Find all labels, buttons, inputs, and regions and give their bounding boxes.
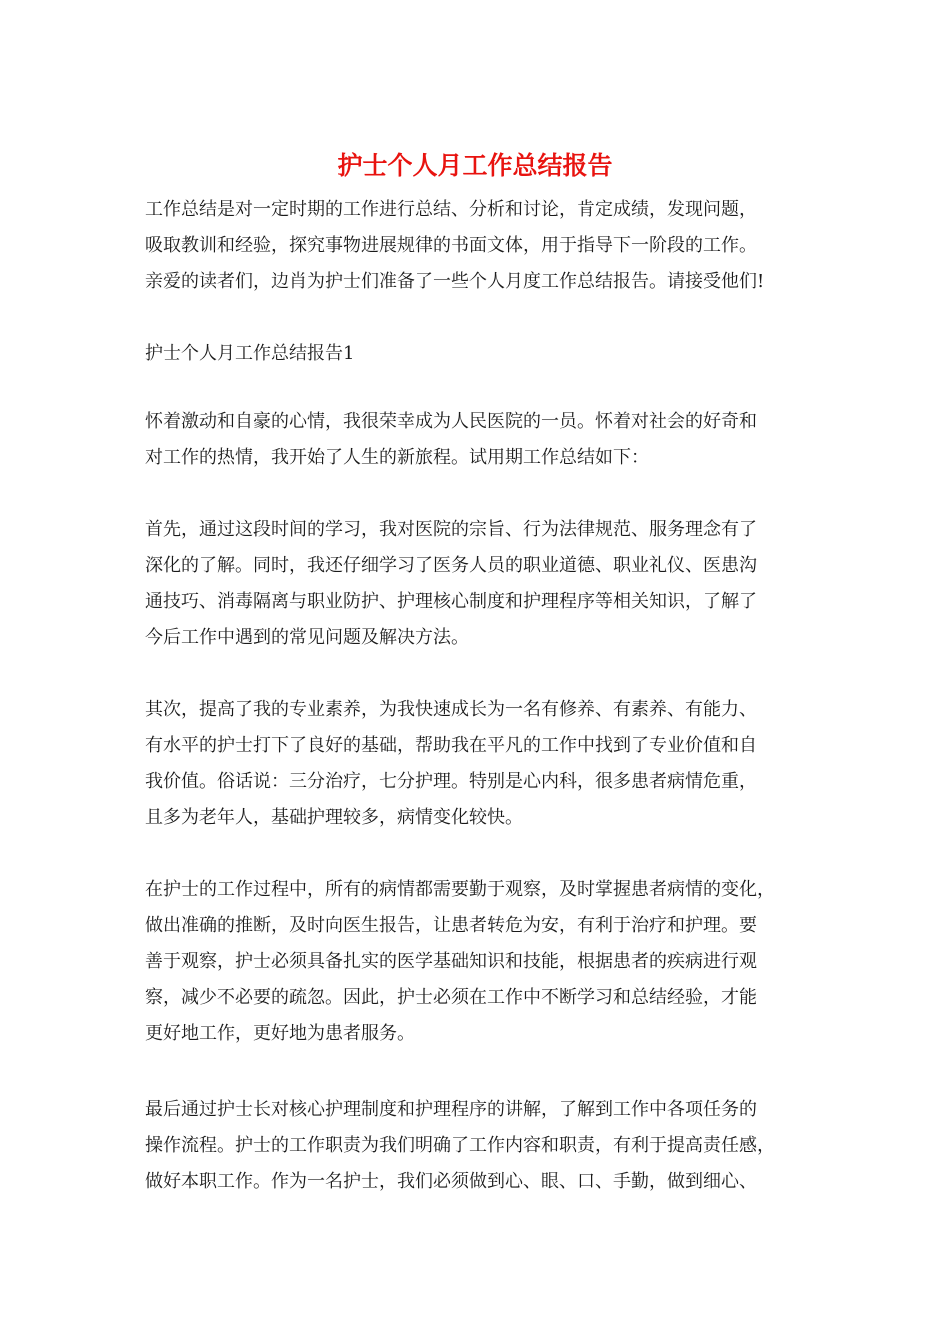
text-line: 且多为老年人，基础护理较多，病情变化较快。	[145, 807, 523, 828]
paragraph-3	[145, 692, 810, 836]
text-line: 有水平的护士打下了良好的基础，帮助我在平凡的工作中找到了专业价值和自	[145, 735, 757, 756]
text-line: 护士个人月工作总结报告1	[145, 343, 355, 364]
text-line: 其次，提高了我的专业素养，为我快速成长为一名有修养、有素养、有能力、	[145, 699, 757, 720]
paragraph-2	[145, 512, 810, 656]
text-line: 做出准确的推断，及时向医生报告，让患者转危为安，有利于治疗和护理。要	[145, 915, 757, 936]
paragraph-4	[145, 872, 810, 1052]
text-line: 首先，通过这段时间的学习，我对医院的宗旨、行为法律规范、服务理念有了	[145, 519, 757, 540]
text-line: 亲爱的读者们，边肖为护士们准备了一些个人月度工作总结报告。请接受他们!	[145, 271, 765, 292]
text-line: 操作流程。护士的工作职责为我们明确了工作内容和职责，有利于提高责任感，	[145, 1135, 775, 1156]
text-line: 怀着激动和自豪的心情，我很荣幸成为人民医院的一员。怀着对社会的好奇和	[145, 411, 757, 432]
text-line: 在护士的工作过程中，所有的病情都需要勤于观察，及时掌握患者病情的变化，	[145, 879, 775, 900]
paragraph-intro	[145, 192, 810, 300]
text-line: 深化的了解。同时，我还仔细学习了医务人员的职业道德、职业礼仪、医患沟	[145, 555, 757, 576]
text-line: 善于观察，护士必须具备扎实的医学基础知识和技能，根据患者的疾病进行观	[145, 951, 757, 972]
text-line: 察，减少不必要的疏忽。因此，护士必须在工作中不断学习和总结经验，才能	[145, 987, 757, 1008]
text-line: 吸取教训和经验，探究事物进展规律的书面文体，用于指导下一阶段的工作。	[145, 235, 757, 256]
paragraph-5	[145, 1092, 810, 1200]
text-line: 做好本职工作。作为一名护士，我们必须做到心、眼、口、手勤，做到细心、	[145, 1171, 757, 1192]
text-line: 更好地工作，更好地为患者服务。	[145, 1023, 415, 1044]
paragraph-1	[145, 404, 810, 476]
document-title: 护士个人月工作总结报告	[337, 151, 613, 180]
section-heading	[145, 336, 810, 372]
text-line: 今后工作中遇到的常见问题及解决方法。	[145, 627, 469, 648]
text-line: 我价值。俗话说：三分治疗，七分护理。特别是心内科，很多患者病情危重，	[145, 771, 757, 792]
text-line: 对工作的热情，我开始了人生的新旅程。试用期工作总结如下：	[145, 447, 649, 468]
text-line: 通技巧、消毒隔离与职业防护、护理核心制度和护理程序等相关知识，了解了	[145, 591, 757, 612]
text-line: 工作总结是对一定时期的工作进行总结、分析和讨论，肯定成绩，发现问题，	[145, 199, 757, 220]
text-line: 最后通过护士长对核心护理制度和护理程序的讲解，了解到工作中各项任务的	[145, 1099, 757, 1120]
